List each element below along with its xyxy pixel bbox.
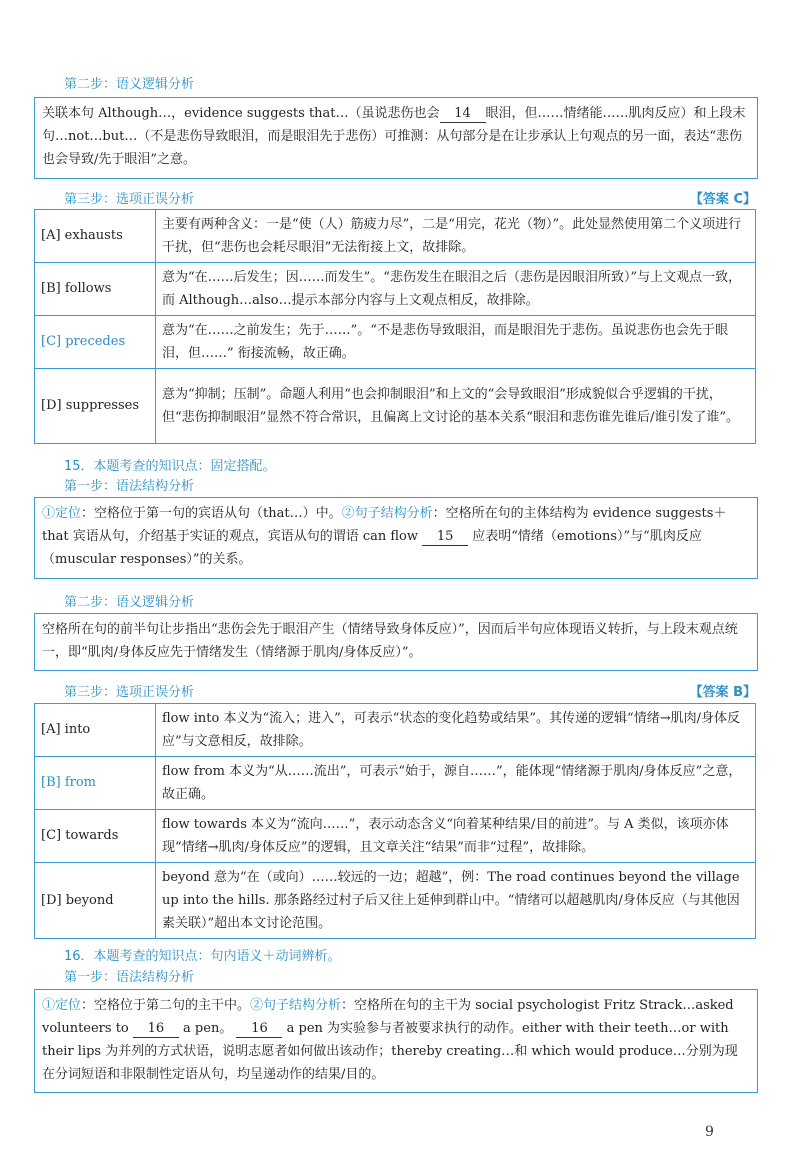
q14-answer: 【答案 C】 bbox=[689, 192, 756, 207]
q15-step1-box bbox=[34, 497, 758, 579]
option-text: 意为“在……之前发生；先于……”。“不是悲伤导致眼泪，而是眼泪先于悲伤。虽说悲伤也会先于眼泪，但……” 衔接流畅，故正确。 bbox=[156, 316, 756, 369]
q16-step1-box bbox=[34, 989, 758, 1093]
q16-struct-label: ②句子结构分析 bbox=[250, 998, 342, 1013]
q14-step2-heading: 第二步：语义逻辑分析 bbox=[64, 77, 195, 92]
option-label-correct: [C] precedes bbox=[35, 316, 156, 369]
q16-step1-text-a: ：空格位于第二句的主干中。 bbox=[81, 998, 251, 1013]
q15-step2-heading: 第二步：语义逻辑分析 bbox=[64, 595, 195, 610]
page-number: 9 bbox=[705, 1124, 714, 1140]
q14-step2-box bbox=[34, 97, 758, 179]
q15-step1-text-a: ：空格位于第一句的宾语从句（that…）中。 bbox=[81, 506, 342, 521]
q15-locate-label: ①定位 bbox=[42, 506, 82, 521]
option-text: 意为“抑制；压制”。命题人利用“也会抑制眼泪”和上文的“会导致眼泪”形成貌似合乎逻辑的干扰，但“悲伤抑制眼泪”显然不符合常识，且偏离上文讨论的基本关系“眼泪和悲伤谁先谁后/谁引发了谁”。 bbox=[156, 369, 756, 444]
option-text: flow from 本义为“从……流出”，可表示“始于，源自……”，能体现“情绪源于肌肉/身体反应”之意，故正确。 bbox=[156, 757, 756, 810]
q15-answer: 【答案 B】 bbox=[689, 685, 756, 700]
q15-blank: 15 bbox=[422, 529, 468, 546]
q15-step1-heading: 第一步：语法结构分析 bbox=[64, 479, 195, 494]
q15-step3-heading: 第三步：选项正误分析 bbox=[64, 685, 195, 700]
option-label: [D] suppresses bbox=[35, 369, 156, 444]
q15-step1-text-c: 应表明“情绪（emotions）”与“肌肉反应（muscular responses）”的关系。 bbox=[42, 529, 702, 567]
q15-struct-label: ②句子结构分析 bbox=[341, 506, 433, 521]
table-row bbox=[35, 704, 756, 757]
option-label-correct: [B] from bbox=[35, 757, 156, 810]
q14-options-table bbox=[34, 209, 756, 444]
q14-blank: 14 bbox=[440, 106, 486, 123]
table-row bbox=[35, 757, 756, 810]
option-label: [B] follows bbox=[35, 263, 156, 316]
q14-step3-heading: 第三步：选项正误分析 bbox=[64, 192, 195, 207]
q15-step1-text-b: ：空格所在句的主体结构为 evidence suggests＋that 宾语从句，介绍基于实证的观点，宾语从句的谓语 can flow bbox=[42, 506, 727, 544]
table-row bbox=[35, 316, 756, 369]
table-row bbox=[35, 810, 756, 863]
q16-step1-text-b: ：空格所在句的主干为 social psychologist Fritz Strack…asked volunteers to bbox=[42, 998, 734, 1036]
table-row bbox=[35, 210, 756, 263]
q14-step2-text-b: 眼泪，但……情绪能……肌肉反应）和上段末句…not…but…（不是悲伤导致眼泪，而是眼泪先于悲伤）可推测：从句部分是在让步承认上句观点的另一面，表达“悲伤也会导致/先于眼泪”之意。 bbox=[42, 106, 746, 167]
q16-title: 16．本题考查的知识点：句内语义＋动词辨析。 bbox=[64, 949, 341, 964]
q14-step3-row bbox=[64, 188, 756, 207]
table-row bbox=[35, 369, 756, 444]
option-label: [A] into bbox=[35, 704, 156, 757]
option-text: beyond 意为“在（或向）……较远的一边；超越”，例：The road continues beyond the village up into the hills. 那条路经过村子后又往上延伸到群山中。“情绪可以超越肌肉/身体反应（与其他因素关联）”超出本文讨论范围。 bbox=[156, 863, 756, 939]
q16-step1-text-c: a pen。 bbox=[183, 1021, 233, 1036]
option-text: 主要有两种含义：一是“使（人）筋疲力尽”，二是“用完，花光（物）”。此处显然使用第二个义项进行干扰，但“悲伤也会耗尽眼泪”无法衔接上文，故排除。 bbox=[156, 210, 756, 263]
option-text: flow towards 本义为“流向……”，表示动态含义“向着某种结果/目的前进”。与 A 类似，该项亦体现“情绪→肌肉/身体反应”的逻辑，且文章关注“结果”而非“过程”，故排除。 bbox=[156, 810, 756, 863]
q15-title: 15．本题考查的知识点：固定搭配。 bbox=[64, 459, 276, 474]
table-row bbox=[35, 863, 756, 939]
q16-blank-b: 16 bbox=[236, 1021, 282, 1038]
q15-step2-text: 空格所在句的前半句让步指出“悲伤会先于眼泪产生（情绪导致身体反应）”，因而后半句应体现语义转折，与上段末观点统一，即“肌肉/身体反应先于情绪发生（情绪源于肌肉/身体反应）”。 bbox=[42, 622, 738, 660]
option-text: 意为“在……后发生；因……而发生”。“悲伤发生在眼泪之后（悲伤是因眼泪所致）”与上文观点一致，而 Although…also…提示本部分内容与上文观点相反，故排除。 bbox=[156, 263, 756, 316]
q16-step1-text-d: a pen 为实验参与者被要求执行的动作。either with their teeth…or with their lips 为并列的方式状语，说明志愿者如何做出该动作；thereby creating…和 which would produce…分别为现在分词短语和非限制性定语从句，均呈递动作的结果/目的。 bbox=[42, 1021, 738, 1082]
q14-step2-text-a: 关联本句 Although…，evidence suggests that…（虽说悲伤也会 bbox=[42, 106, 440, 121]
q15-options-table bbox=[34, 703, 756, 939]
table-row bbox=[35, 263, 756, 316]
q16-step1-heading: 第一步：语法结构分析 bbox=[64, 970, 195, 985]
option-text: flow into 本义为“流入；进入”，可表示“状态的变化趋势或结果”。其传递的逻辑“情绪→肌肉/身体反应”与文意相反，故排除。 bbox=[156, 704, 756, 757]
q15-step3-row bbox=[64, 681, 756, 700]
q15-step2-box bbox=[34, 613, 758, 671]
option-label: [C] towards bbox=[35, 810, 156, 863]
option-label: [D] beyond bbox=[35, 863, 156, 939]
q16-locate-label: ①定位 bbox=[42, 998, 82, 1013]
q16-blank-a: 16 bbox=[133, 1021, 179, 1038]
option-label: [A] exhausts bbox=[35, 210, 156, 263]
